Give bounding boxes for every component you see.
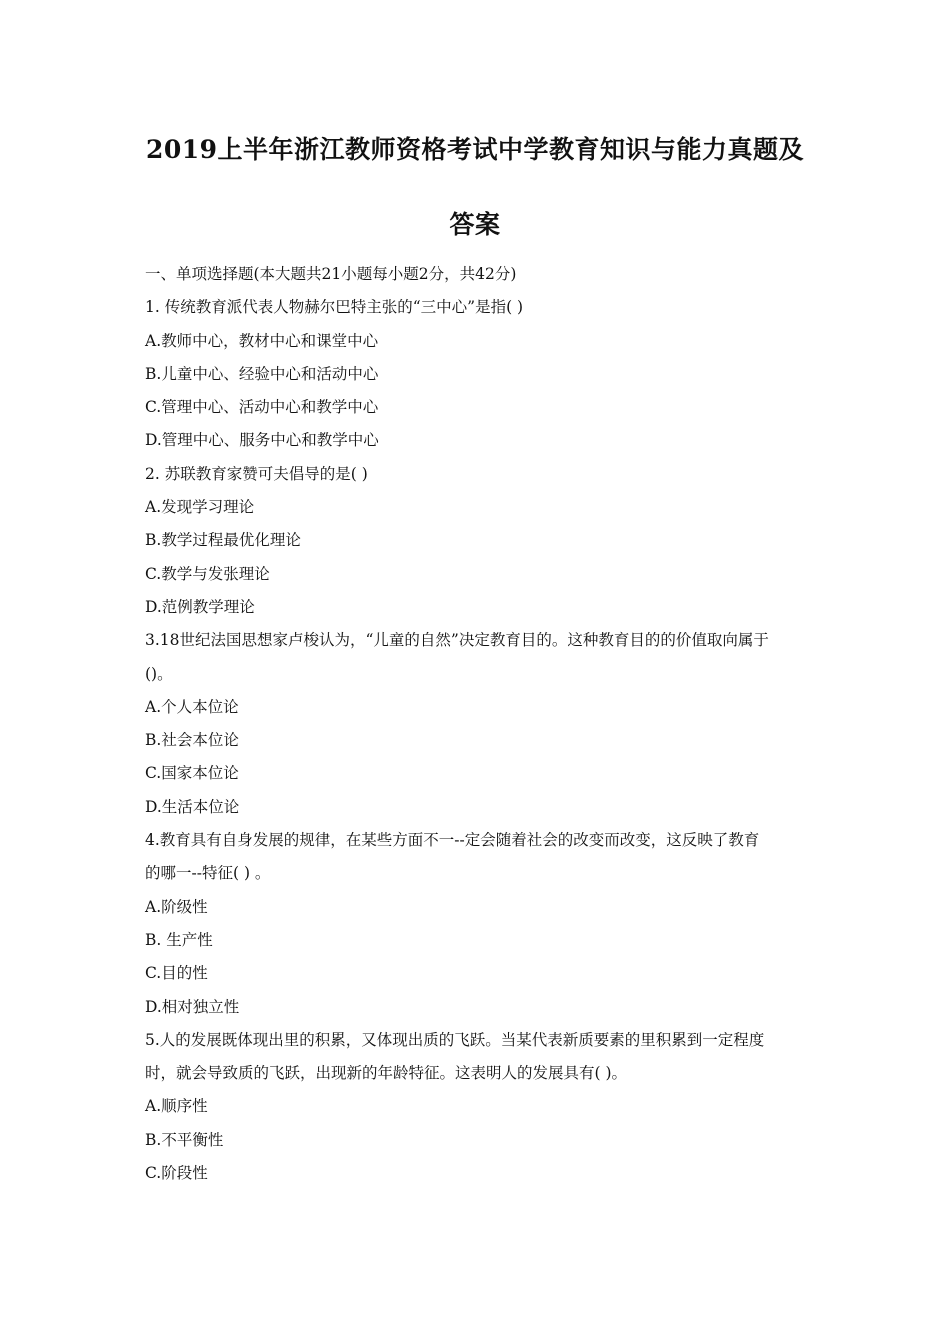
- question-4-option-a: A.阶级性: [145, 897, 208, 916]
- question-5: 5.人的发展既体现出里的积累，又体现出质的飞跃。当某代表新质要素的里积累到一定程度: [145, 1030, 765, 1049]
- question-4-option-d: D.相对独立性: [145, 997, 240, 1016]
- question-1: 1. 传统教育派代表人物赫尔巴特主张的“三中心”是指( ): [145, 298, 524, 317]
- question-1-option-c: C.管理中心、活动中心和教学中心: [145, 398, 379, 417]
- question-2-option-d: D.范例教学理论: [145, 597, 255, 616]
- document-title-line-2: 答案: [449, 210, 501, 239]
- question-3-option-a: A.个人本位论: [145, 697, 239, 716]
- question-3-option-b: B.社会本位论: [145, 731, 239, 750]
- question-3-option-c: C.国家本位论: [145, 764, 239, 783]
- question-4-continued: 的哪一--特征( ) 。: [145, 864, 271, 883]
- question-3: 3.18世纪法国思想家卢梭认为，“儿童的自然”决定教育目的。这种教育目的的价值取向属于: [145, 631, 769, 650]
- document-body: [145, 258, 825, 1190]
- question-5-option-b: B.不平衡性: [145, 1130, 224, 1149]
- section-heading: 一、单项选择题(本大题共21小题每小题2分，共42分): [145, 265, 517, 283]
- question-3-option-d: D.生活本位论: [145, 797, 240, 816]
- question-5-continued: 时，就会导致质的飞跃，出现新的年龄特征。这表明人的发展具有( )。: [145, 1064, 628, 1083]
- question-2-option-a: A.发现学习理论: [145, 498, 255, 517]
- question-5-option-a: A.顺序性: [145, 1097, 208, 1116]
- question-4: 4.教育具有自身发展的规律，在某些方面不一--定会随着社会的改变而改变，这反映了教育: [145, 831, 760, 850]
- question-4-option-b: B. 生产性: [145, 930, 213, 949]
- document-title-line-1: 2019上半年浙江教师资格考试中学教育知识与能力真题及: [145, 135, 805, 164]
- question-1-option-a: A.教师中心，教材中心和课堂中心: [145, 331, 379, 350]
- question-4-option-c: C.目的性: [145, 964, 208, 983]
- question-1-option-d: D.管理中心、服务中心和教学中心: [145, 431, 379, 450]
- question-2: 2. 苏联教育家赞可夫倡导的是( ): [145, 464, 368, 483]
- question-3-continued: ()。: [145, 664, 173, 683]
- question-2-option-b: B.教学过程最优化理论: [145, 531, 301, 550]
- question-1-option-b: B.儿童中心、经验中心和活动中心: [145, 364, 379, 383]
- question-2-option-c: C.教学与发张理论: [145, 564, 270, 583]
- question-5-option-c: C.阶段性: [145, 1164, 208, 1183]
